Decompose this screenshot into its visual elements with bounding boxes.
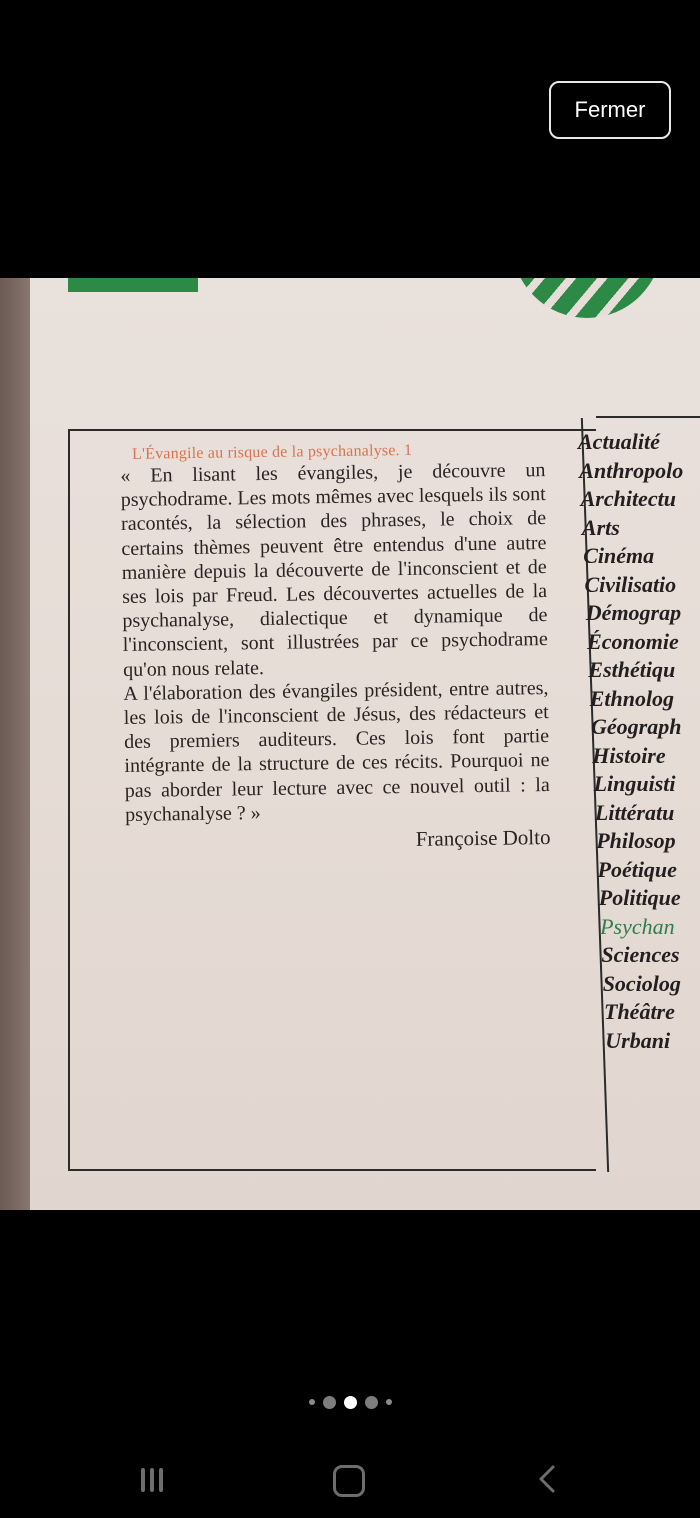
- category-list: [578, 428, 683, 1055]
- category-item: Démograp: [585, 600, 682, 625]
- category-item: Philosop: [596, 828, 676, 853]
- category-item: Architectu: [580, 486, 676, 511]
- category-item: Géograph: [591, 714, 682, 739]
- green-tab-decoration: [68, 278, 198, 292]
- category-item: Anthropolo: [579, 457, 684, 483]
- back-icon[interactable]: [533, 1463, 563, 1495]
- category-item: Linguisti: [593, 771, 676, 796]
- author-name: Françoise Dolto: [415, 825, 551, 851]
- home-icon[interactable]: [333, 1465, 365, 1497]
- category-item: Arts: [581, 514, 620, 540]
- category-item: Ethnolog: [589, 685, 675, 711]
- category-item: Esthétiqu: [588, 657, 676, 682]
- carousel-dot[interactable]: [386, 1399, 392, 1405]
- photo-viewer: [0, 278, 700, 1210]
- category-item: Cinéma: [583, 543, 655, 568]
- paragraph-1: « En lisant les évangiles, je découvre un psychodrame. Les mots mêmes avec lesquels ils sont racontés, la sélection des phrases, le choix de certains thèmes peuvent être entendus d'une autre manière depuis la découverte de l'inconscient et de ses lois par Freud. Les découvertes actuelles de la psychanalyse, dialectique et dynamique de l'inconscient, sont illustrées par ce psychodrame qu'on nous relate.: [120, 459, 548, 681]
- carousel-dot[interactable]: [365, 1396, 378, 1409]
- category-item: Théâtre: [604, 999, 675, 1024]
- frame-top-line: [596, 416, 700, 418]
- category-item: Littératu: [594, 799, 675, 825]
- book-title: L'Évangile au risque de la psychanalyse. 1: [131, 441, 413, 463]
- back-cover-text: [120, 440, 551, 856]
- close-button[interactable]: Fermer: [549, 81, 671, 139]
- category-item: Histoire: [592, 742, 666, 768]
- carousel-dot[interactable]: [309, 1399, 315, 1405]
- carousel-dot[interactable]: [323, 1396, 336, 1409]
- category-item: Urbani: [605, 1027, 671, 1053]
- category-item: Politique: [598, 885, 681, 910]
- category-item: Sciences: [601, 942, 680, 967]
- category-item: Civilisatio: [584, 571, 677, 597]
- paragraph-2: A l'élaboration des évangiles président, entre autres, les lois de l'inconscient de Jésus, des rédacteurs et des premiers auditeurs. Ces lois font partie intégrante de la structure de ces récits. Pourquoi ne pas aborder leur lecture avec ce nouvel outil : la psychanalyse ? »: [123, 676, 550, 826]
- category-item: Poétique: [597, 856, 677, 882]
- carousel-indicator: [0, 1393, 700, 1411]
- category-item: Économie: [587, 628, 679, 654]
- category-item: Psychan: [600, 913, 675, 939]
- category-item: Sociolog: [602, 970, 681, 996]
- carousel-dot[interactable]: [344, 1396, 357, 1409]
- recent-apps-icon[interactable]: [137, 1465, 167, 1495]
- category-item: Actualité: [578, 429, 660, 454]
- system-navbar: [0, 1445, 700, 1518]
